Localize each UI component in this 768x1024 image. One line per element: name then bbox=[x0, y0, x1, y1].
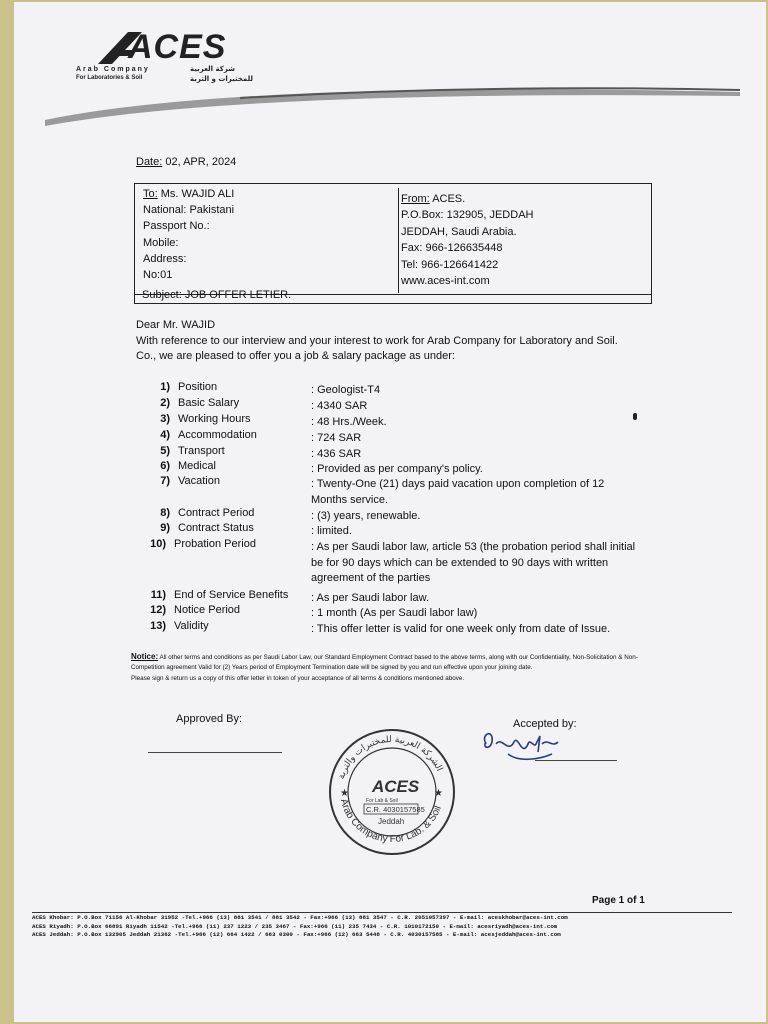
offer-item-number: 7) bbox=[160, 475, 170, 487]
offer-item-row bbox=[150, 460, 216, 472]
ink-mark bbox=[633, 413, 637, 420]
offer-item-label: Validity bbox=[174, 620, 209, 632]
offer-item-label: Probation Period bbox=[174, 538, 256, 550]
svg-text:★: ★ bbox=[434, 788, 443, 799]
offer-item-number: 10) bbox=[150, 538, 166, 550]
footer-line: ACES Khobar: P.O.Box 71156 Al-Khobar 31952 -Tel.+966 (13) 881 3541 / 881 3542 - Fax:+966 (13) 881 3547 - C.R. 2051057397 - E-mail: aceskhobar@aces-int.com bbox=[32, 914, 568, 921]
stamp-small: For Lab & Soil bbox=[366, 798, 398, 804]
offer-item-label: Medical bbox=[178, 460, 216, 472]
offer-item-number: 4) bbox=[160, 429, 170, 441]
offer-item-row bbox=[150, 475, 220, 487]
offer-item-value: : As per Saudi labor law. bbox=[311, 592, 430, 604]
svg-text:الشركة العربية للمختبرات والتر: الشركة العربية للمختبرات والتربة bbox=[336, 734, 445, 781]
offer-item-value: : Provided as per company's policy. bbox=[311, 463, 483, 475]
offer-item-number: 13) bbox=[150, 620, 166, 632]
offer-item-label: End of Service Benefits bbox=[174, 589, 289, 601]
footer-divider bbox=[32, 912, 732, 913]
offer-item-value: : Twenty-One (21) days paid vacation upon completion of 12 Months service. bbox=[311, 478, 605, 506]
offer-item-number: 8) bbox=[160, 507, 170, 519]
letter-intro bbox=[136, 318, 636, 365]
address-box-divider bbox=[398, 188, 399, 293]
notice-paragraph: Notice: All other terms and conditions as per Saudi Labor Law, our Standard Employment Contract based to the above terms, along with our Confidentiality, Non-Solicitation & Non-Competition agreement Valid for (2) Years period of Employment Termination date will be signed by you and run effective upon your joining date. Please sign & return us a copy of this offer letter in token of your acceptance of all terms & conditions mentioned above. bbox=[131, 652, 638, 682]
offer-item-value: : As per Saudi labor law, article 53 (the probation period shall initial be for 90 days which can be extended to 90 days with written agreement of the parties bbox=[311, 541, 636, 584]
offer-item-number: 2) bbox=[160, 397, 170, 409]
company-name-en: Arab Company bbox=[76, 66, 150, 73]
accepted-by-label: Accepted by: bbox=[513, 718, 577, 730]
letter-date: Date: 02, APR, 2024 bbox=[136, 156, 237, 168]
offer-item-label: Notice Period bbox=[174, 604, 241, 616]
offer-item-row bbox=[150, 522, 254, 534]
svg-text:★: ★ bbox=[340, 788, 349, 799]
offer-item-row bbox=[146, 620, 209, 632]
offer-item-row bbox=[150, 413, 251, 425]
offer-item-number: 3) bbox=[160, 413, 170, 425]
offer-item-row bbox=[150, 429, 257, 441]
offer-item-number: 11) bbox=[150, 589, 166, 601]
stamp-city: Jeddah bbox=[378, 817, 405, 826]
sender-block: From: ACES. P.O.Box: 132905, JEDDAH JEDDAH, Saudi Arabia. Fax: 966-126635448 Tel: 966-126641422 www.aces-int.com bbox=[401, 193, 534, 288]
subject-line: Subject: JOB OFFER LETIER. bbox=[142, 289, 292, 301]
offer-item-number: 9) bbox=[160, 522, 170, 534]
company-subtitle-ar: للمختبرات و التربة bbox=[190, 75, 254, 83]
offer-item-value: : 436 SAR bbox=[311, 448, 362, 460]
intro-paragraph: With reference to our interview and your interest to work for Arab Company for Laboratory and Soil. Co., we are pleased to offer you a job & salary package as under: bbox=[136, 334, 618, 362]
offer-item-label: Transport bbox=[178, 445, 225, 457]
handwritten-signature bbox=[478, 714, 568, 766]
page-number: Page 1 of 1 bbox=[592, 895, 645, 906]
offer-item-row bbox=[150, 397, 239, 409]
stamp-cr: C.R. 4030157585 bbox=[366, 805, 425, 814]
recipient-block: To: Ms. WAJID ALI National: Pakistani Passport No.: Mobile: Address: No:01 bbox=[143, 188, 235, 282]
brand-logo-text: ACES bbox=[128, 28, 227, 66]
offer-item-row bbox=[146, 604, 240, 616]
offer-item-number: 12) bbox=[150, 604, 166, 616]
company-subtitle-en: For Laboratories & Soil bbox=[76, 75, 143, 81]
svg-text:Arab Company For Lab. & Soil: Arab Company For Lab. & Soil bbox=[337, 797, 444, 846]
offer-item-value: : 724 SAR bbox=[311, 432, 362, 444]
offer-item-value: : Geologist-T4 bbox=[311, 384, 381, 396]
approved-by-label: Approved By: bbox=[176, 713, 243, 725]
offer-item-number: 1) bbox=[160, 381, 170, 393]
offer-item-value: : (3) years, renewable. bbox=[311, 510, 421, 522]
offer-item-value: : 48 Hrs./Week. bbox=[311, 416, 387, 428]
offer-item-value: : limited. bbox=[311, 525, 352, 537]
offer-item-row bbox=[146, 589, 288, 601]
offer-item-row bbox=[150, 445, 225, 457]
company-stamp bbox=[326, 728, 459, 857]
stamp-brand: ACES bbox=[372, 777, 420, 796]
offer-item-label: Contract Period bbox=[178, 507, 255, 519]
offer-item-value: : 1 month (As per Saudi labor law) bbox=[311, 607, 478, 619]
offer-item-label: Position bbox=[178, 381, 218, 393]
offer-item-label: Basic Salary bbox=[178, 397, 240, 409]
footer-branches bbox=[32, 914, 732, 940]
offer-item-label: Working Hours bbox=[178, 413, 251, 425]
offer-item-number: 6) bbox=[160, 460, 170, 472]
offer-item-row bbox=[146, 538, 256, 550]
offer-item-label: Vacation bbox=[178, 475, 220, 487]
offer-item-label: Accommodation bbox=[178, 429, 257, 441]
offer-item-number: 5) bbox=[160, 445, 170, 457]
approved-signature-line bbox=[148, 752, 282, 753]
offer-item-row bbox=[150, 507, 254, 519]
offer-item-value: : This offer letter is valid for one week only from date of Issue. bbox=[311, 623, 611, 635]
letterhead-swoosh bbox=[40, 80, 750, 130]
company-name-ar: شركة العربية bbox=[190, 65, 236, 73]
footer-line: ACES Riyadh: P.O.Box 66891 Riyadh 11542 -Tel.+966 (11) 237 1223 / 235 3467 - Fax:+966 (11) 235 7434 - C.R. 1010172150 - E-mail: acesriyadh@aces-int.com bbox=[32, 922, 558, 930]
salutation: Dear Mr. WAJID bbox=[136, 319, 216, 331]
footer-line: ACES Jeddah: P.O.Box 132905 Jeddah 21362 -Tel.+966 (12) 664 1422 / 663 0300 - Fax:+966 (12) 663 5448 - C.R. 4030157585 - E-mail: acesjeddah@aces-int.com bbox=[32, 931, 561, 938]
offer-item-value: : 4340 SAR bbox=[311, 400, 368, 412]
offer-item-row bbox=[150, 381, 217, 393]
offer-item-label: Contract Status bbox=[178, 522, 254, 534]
